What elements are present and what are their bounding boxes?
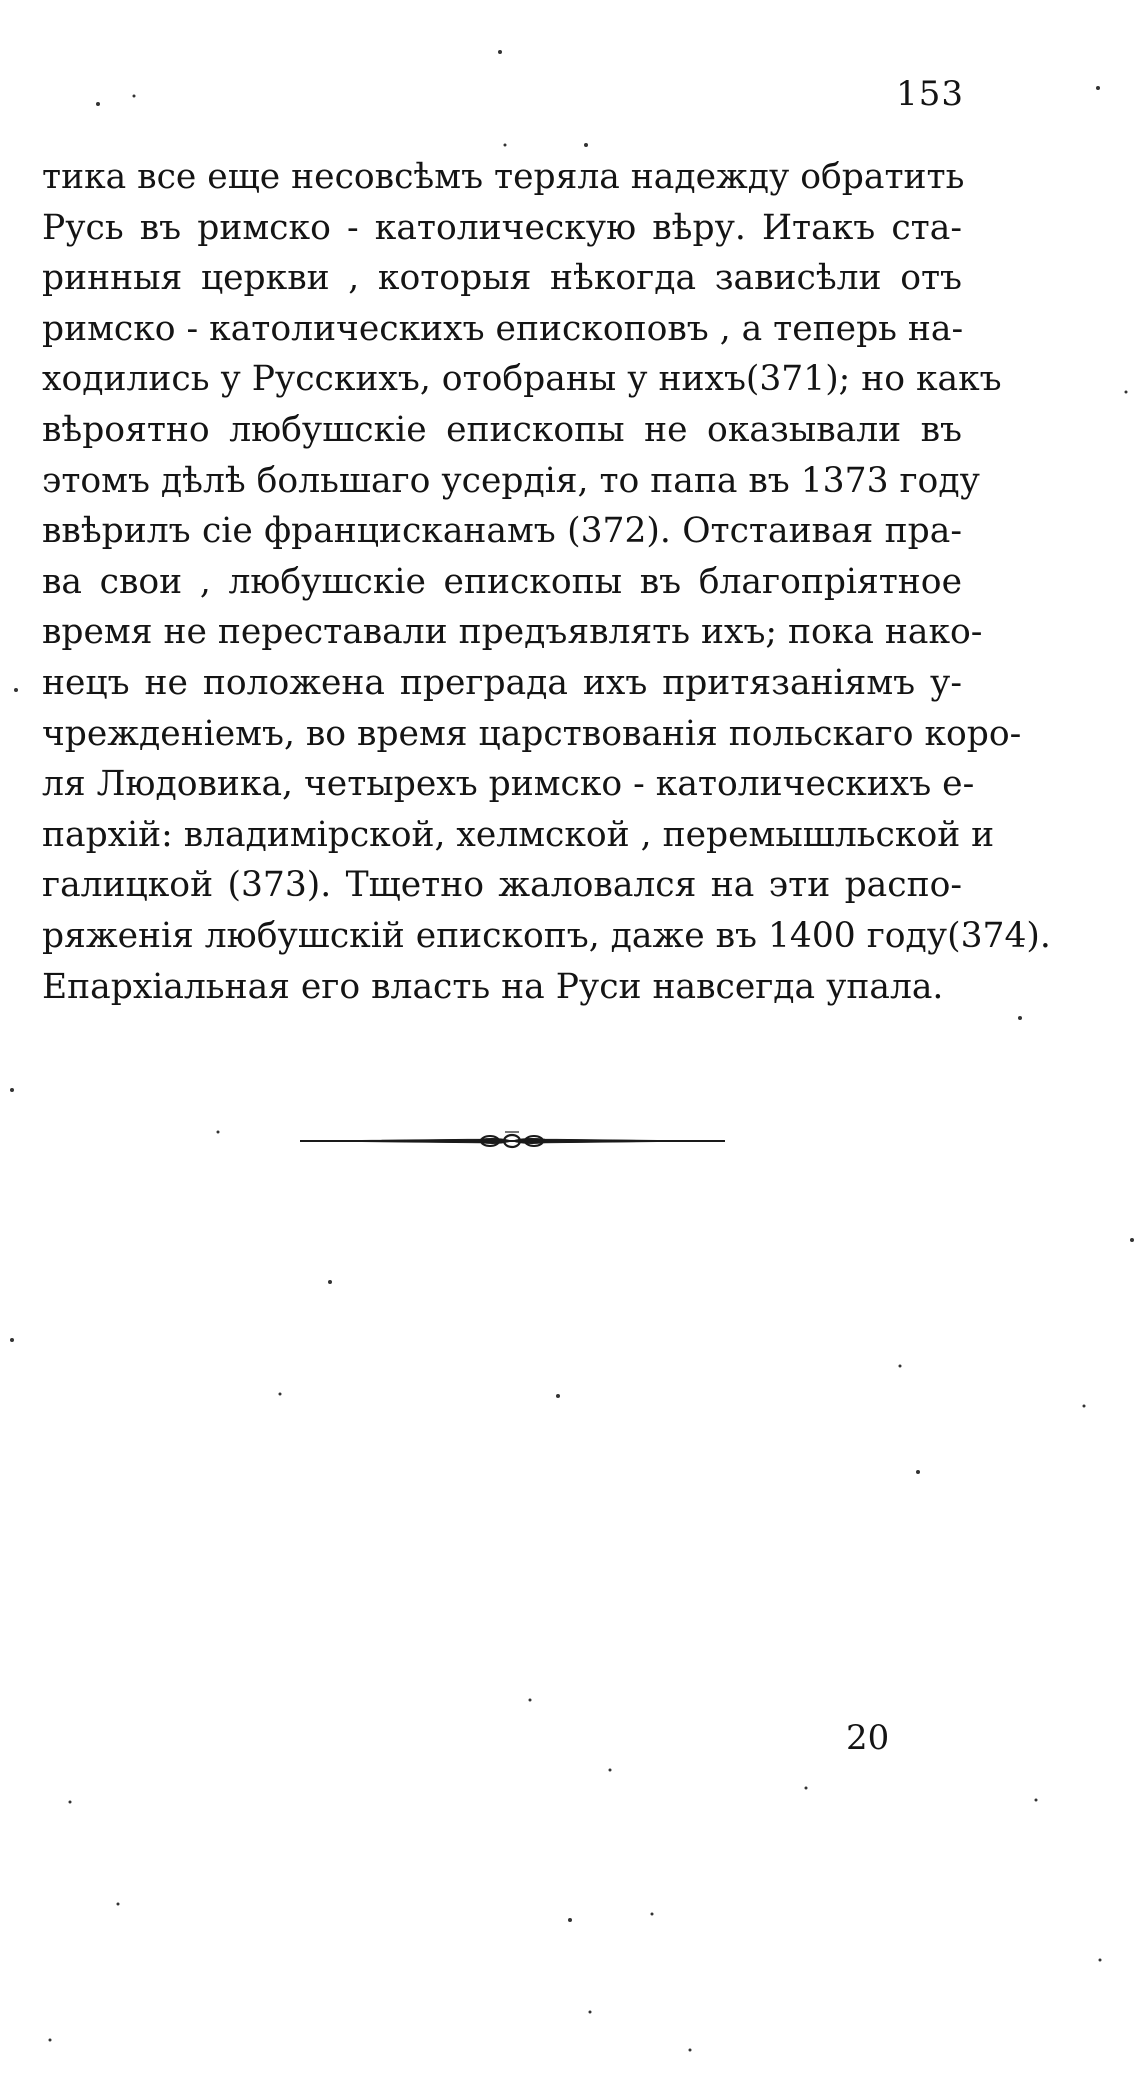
text-line: нецъ не положена преграда ихъ притязаніямъ у- (42, 662, 962, 703)
text-line: ля Людовика, четырехъ римско - католическихъ е- (42, 764, 975, 805)
text-line: вѣроятно любушскіе епископы не оказывали въ (42, 409, 962, 450)
text-line: Русь въ римско - католическую вѣру. Итакъ ста- (42, 207, 962, 248)
text-line: ряженія любушскій епископъ, даже въ 1400 году(374). (42, 915, 1051, 956)
signature-mark: 20 (846, 1718, 890, 1758)
text-line: ввѣрилъ сіе францисканамъ (372). Отстаивая пра- (42, 511, 962, 552)
text-line: Епархіальная его власть на Руси навсегда упала. (42, 966, 944, 1007)
text-line: ходились у Русскихъ, отобраны у нихъ(371); но какъ (42, 359, 1002, 400)
text-line: римско - католическихъ епископовъ , а теперь на- (42, 308, 964, 349)
text-line: тика все еще несовсѣмъ теряла надежду обратить (42, 157, 965, 197)
text-line: пархій: владимірской, хелмской , перемышльской и (42, 814, 995, 855)
tailpiece-ornament (300, 1126, 725, 1156)
page-number: 153 (896, 74, 964, 114)
body-text (42, 152, 1051, 1012)
text-line: этомъ дѣлѣ большаго усердія, то папа въ 1373 году (42, 460, 980, 501)
text-line: ва свои , любушскіе епископы въ благопріятное (42, 561, 962, 602)
text-line: чрежденіемъ, во время царствованія польскаго коро- (42, 713, 1022, 754)
text-line: галицкой (373). Тщетно жаловался на эти распо- (42, 865, 962, 906)
text-line: время не переставали предъявлять ихъ; пока нако- (42, 612, 983, 653)
text-line: ринныя церкви , которыя нѣкогда зависѣли отъ (42, 258, 962, 299)
